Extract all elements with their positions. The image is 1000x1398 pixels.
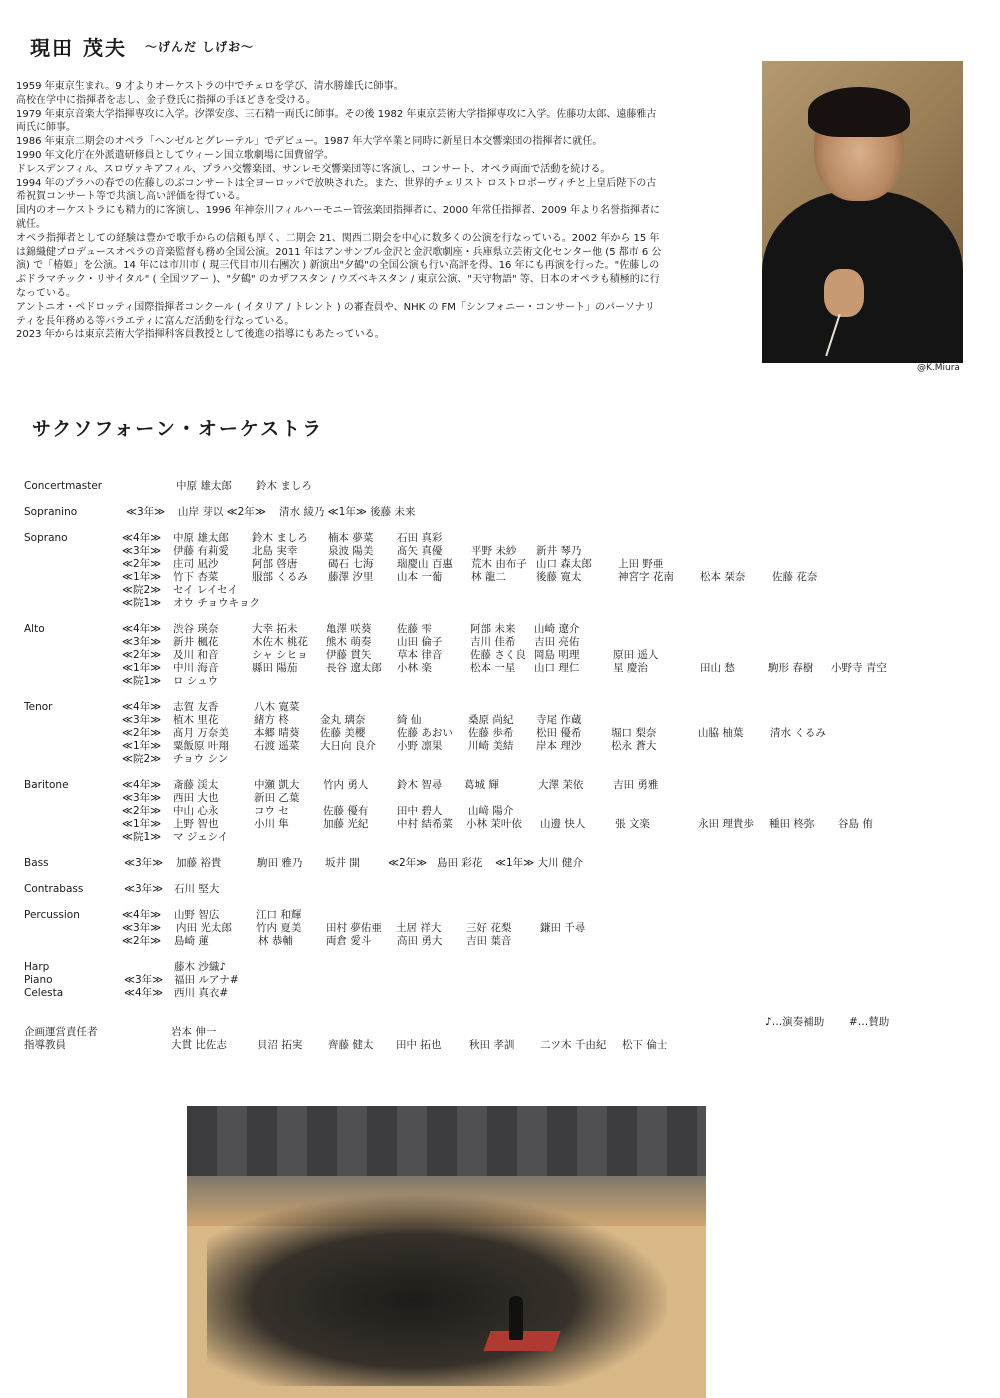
roster-entry: 松本 一星 bbox=[470, 662, 516, 674]
roster-entry: 中原 雄太郎 bbox=[176, 480, 232, 492]
roster-entry: 島崎 蓮 bbox=[174, 935, 209, 947]
roster-entry: 中村 結希菜 bbox=[397, 818, 453, 830]
roster-entry: 佐藤 歩希 bbox=[468, 727, 514, 739]
roster-entry: 佐藤 さく良 bbox=[470, 649, 526, 661]
roster-entry: ≪4年≫ bbox=[122, 779, 162, 791]
roster-entry: 谷島 侑 bbox=[838, 818, 873, 830]
roster-entry: Concertmaster bbox=[24, 480, 103, 492]
roster-entry: ≪4年≫ bbox=[124, 987, 164, 999]
roster-entry: 緒方 柊 bbox=[254, 714, 289, 726]
roster-entry: 山野 智広 bbox=[174, 909, 220, 921]
roster-entry: ≪4年≫ bbox=[122, 909, 162, 921]
roster-entry: 種田 柊弥 bbox=[769, 818, 815, 830]
bio-paragraph: 高校在学中に指揮者を志し、金子登氏に指揮の手ほどきを受ける。 bbox=[16, 94, 316, 106]
roster-entry: 田中 拓也 bbox=[396, 1039, 442, 1051]
photo-hall-wall bbox=[187, 1106, 706, 1176]
roster-entry: 大幸 拓未 bbox=[252, 623, 298, 635]
roster-entry: 西田 大也 bbox=[173, 792, 219, 804]
roster-entry: ≪2年≫ bbox=[122, 727, 162, 739]
roster-entry: ≪2年≫ bbox=[122, 935, 162, 947]
roster-entry: 大貫 比佐志 bbox=[171, 1039, 227, 1051]
bio-paragraph: 1986 年東京二期会のオペラ「ヘンゼルとグレーテル」でデビュー。1987 年大学卒業と同時に新星日本交響楽団の指揮者に就任。 bbox=[16, 136, 603, 148]
legend bbox=[765, 1014, 889, 1029]
roster-entry: 佐藤 雫 bbox=[397, 623, 432, 635]
roster-entry: 荒木 由布子 bbox=[471, 558, 527, 570]
roster-entry: ≪4年≫ bbox=[122, 623, 162, 635]
roster-entry: 岩本 伸一 bbox=[171, 1026, 217, 1038]
roster-entry: 小野 凛果 bbox=[397, 740, 443, 752]
roster-entry: 中山 心永 bbox=[173, 805, 219, 817]
bio-paragraph: アントニオ・ペドロッティ国際指揮者コンクール ( イタリア / トレント ) の審査員や、NHK の FM「シンフォニー・コンサート」のパーソナリティを長年務める等バラエティに富んだ活動を行なっている。 bbox=[16, 301, 655, 327]
roster-entry: チョウ シン bbox=[173, 753, 229, 765]
roster-entry: 三好 花梨 bbox=[466, 922, 512, 934]
roster-entry: Celesta bbox=[24, 987, 64, 999]
roster-entry: Baritone bbox=[24, 779, 69, 791]
roster-entry: 新田 乙葉 bbox=[254, 792, 300, 804]
roster-entry: 草本 律音 bbox=[397, 649, 443, 661]
roster-entry: 熊木 萌奏 bbox=[326, 636, 372, 648]
roster-entry: 鈴木 ましろ bbox=[252, 532, 308, 544]
roster-entry: 秋田 孝訓 bbox=[469, 1039, 515, 1051]
roster-entry: Harp bbox=[24, 961, 50, 973]
roster-entry: 竹内 勇人 bbox=[323, 779, 369, 791]
roster-entry: 星 慶治 bbox=[613, 662, 648, 674]
roster-entry: 桑原 尚紀 bbox=[468, 714, 514, 726]
roster-entry: 指導教員 bbox=[24, 1039, 66, 1051]
roster-entry: 縣田 陽茄 bbox=[252, 662, 298, 674]
legend-sponsor: #…賛助 bbox=[848, 1016, 890, 1028]
roster-entry: 山岸 芽以 ≪2年≫ bbox=[178, 506, 266, 518]
roster-entry: 本郷 晴葵 bbox=[254, 727, 300, 739]
roster-entry: 木佐木 桃花 bbox=[252, 636, 308, 648]
roster-entry: ≪1年≫ bbox=[122, 818, 162, 830]
roster-entry: ≪院1≫ bbox=[122, 597, 162, 609]
roster-entry: 鈴木 ましろ bbox=[256, 480, 312, 492]
roster-entry: 小林 楽 bbox=[397, 662, 432, 674]
roster-entry: 長谷 遼太郎 bbox=[326, 662, 382, 674]
roster-entry: 福田 ルアナ# bbox=[174, 974, 239, 986]
roster-entry: ≪3年≫ bbox=[124, 974, 164, 986]
roster-entry: 渋谷 瑛奈 bbox=[173, 623, 219, 635]
roster-entry: 上田 野亜 bbox=[618, 558, 664, 570]
roster-entry: 清水 くるみ bbox=[770, 727, 826, 739]
roster-entry: 吉田 亮佑 bbox=[534, 636, 580, 648]
roster-entry: コウ セ bbox=[254, 805, 289, 817]
roster-entry: ≪4年≫ bbox=[122, 701, 162, 713]
roster-entry: 坂井 開 bbox=[325, 857, 360, 869]
roster-entry: 土居 祥大 bbox=[396, 922, 442, 934]
roster-entry: 松田 優希 bbox=[536, 727, 582, 739]
roster-entry: ≪2年≫ bbox=[122, 805, 162, 817]
roster-entry: 伊藤 有莉愛 bbox=[173, 545, 229, 557]
roster-entry: ≪1年≫ 大川 健介 bbox=[495, 857, 583, 869]
roster-entry: 亀澤 咲葵 bbox=[326, 623, 372, 635]
roster-entry: 齊藤 健太 bbox=[328, 1039, 374, 1051]
roster-entry: 山邊 快人 bbox=[540, 818, 586, 830]
roster-entry: 庄司 凪沙 bbox=[173, 558, 219, 570]
roster-entry: 石渡 遥菜 bbox=[254, 740, 300, 752]
roster-entry: 堀口 梨奈 bbox=[611, 727, 657, 739]
roster-entry: 佐藤 優有 bbox=[323, 805, 369, 817]
roster-entry: 吉田 勇雅 bbox=[613, 779, 659, 791]
roster-entry: 竹下 杏菜 bbox=[173, 571, 219, 583]
roster-entry: 新井 琴乃 bbox=[536, 545, 582, 557]
roster-entry: 駒形 春樹 bbox=[768, 662, 814, 674]
roster-entry: 山﨑 陽介 bbox=[468, 805, 514, 817]
conductor-name-reading: 〜げんだ しげお〜 bbox=[145, 40, 255, 54]
roster-entry: 吉川 佳希 bbox=[470, 636, 516, 648]
roster-entry: ≪院2≫ bbox=[122, 584, 162, 596]
roster-entry: 及川 和音 bbox=[173, 649, 219, 661]
roster-entry: 藤木 沙織♪ bbox=[174, 961, 227, 973]
roster-entry: 山本 一葡 bbox=[397, 571, 443, 583]
roster-entry: 駒田 雅乃 bbox=[257, 857, 303, 869]
roster-entry: 岡島 明理 bbox=[534, 649, 580, 661]
photo-musicians bbox=[207, 1196, 667, 1386]
photo-conductor bbox=[509, 1296, 523, 1340]
legend-support: ♪…演奏補助 bbox=[765, 1016, 825, 1028]
roster-entry: ≪4年≫ bbox=[122, 532, 162, 544]
roster-entry: ≪3年≫ bbox=[122, 714, 162, 726]
roster-entry: ≪3年≫ bbox=[126, 506, 166, 518]
roster-entry: 松永 蒼大 bbox=[611, 740, 657, 752]
roster-entry: 加藤 裕貴 bbox=[176, 857, 222, 869]
roster-entry: 山崎 遼介 bbox=[534, 623, 580, 635]
roster-entry: 中瀬 凱大 bbox=[254, 779, 300, 791]
roster-entry: 林 恭輔 bbox=[258, 935, 293, 947]
roster-entry: 中川 海音 bbox=[173, 662, 219, 674]
roster-entry: 企画運営責任者 bbox=[24, 1026, 98, 1038]
roster-entry: Tenor bbox=[24, 701, 53, 713]
roster-entry: 西川 真衣# bbox=[174, 987, 229, 999]
roster-entry: ≪3年≫ bbox=[122, 545, 162, 557]
roster-entry: 田山 愁 bbox=[700, 662, 735, 674]
roster-entry: 鎌田 千尋 bbox=[540, 922, 586, 934]
roster-entry: 田中 碧人 bbox=[397, 805, 443, 817]
roster-entry: 山口 理仁 bbox=[534, 662, 580, 674]
roster-entry: 北島 実幸 bbox=[252, 545, 298, 557]
roster-entry: マ ジェシイ bbox=[173, 831, 229, 843]
roster-entry: 清水 綾乃 ≪1年≫ 後藤 未来 bbox=[279, 506, 416, 518]
roster-entry: 阿部 啓唐 bbox=[252, 558, 298, 570]
roster-entry: 葛城 輝 bbox=[464, 779, 499, 791]
roster-entry: 鈴木 智尋 bbox=[397, 779, 443, 791]
roster-entry: 寺尾 作蔵 bbox=[536, 714, 582, 726]
roster-entry: 林 龍二 bbox=[471, 571, 506, 583]
bio-paragraph: 1990 年文化庁在外派遣研修員としてウィーン国立歌劇場に国費留学。 bbox=[16, 149, 334, 161]
roster-entry: ≪3年≫ bbox=[124, 883, 164, 895]
roster-entry: 石田 真彩 bbox=[397, 532, 443, 544]
roster-entry: 斎藤 渓太 bbox=[173, 779, 219, 791]
orchestra-photo bbox=[187, 1106, 706, 1398]
roster-entry: Soprano bbox=[24, 532, 68, 544]
photo-credit: @K.Miura bbox=[917, 363, 960, 373]
roster-entry: 綺 仙 bbox=[397, 714, 422, 726]
bio-paragraph: 1959 年東京生まれ。9 才よりオーケストラの中でチェロを学び、清水勝雄氏に師事。 bbox=[16, 81, 404, 92]
roster-entry: Bass bbox=[24, 857, 49, 869]
roster-entry: 両倉 愛斗 bbox=[326, 935, 372, 947]
roster-entry: 永田 理貴歩 bbox=[698, 818, 754, 830]
roster-entry: ≪2年≫ bbox=[388, 857, 428, 869]
roster-entry: 植木 里花 bbox=[173, 714, 219, 726]
roster-entry: 山田 倫子 bbox=[397, 636, 443, 648]
roster-entry: ロ シュウ bbox=[173, 675, 219, 687]
roster-entry: セイ レイセイ bbox=[173, 584, 238, 596]
roster-entry: 服部 くるみ bbox=[252, 571, 308, 583]
roster-entry: 上野 智也 bbox=[173, 818, 219, 830]
roster-entry: 島田 彩花 bbox=[437, 857, 483, 869]
roster-entry: 山脇 柚葉 bbox=[698, 727, 744, 739]
roster-entry: 大日向 良介 bbox=[320, 740, 376, 752]
roster-entry: 金丸 璃奈 bbox=[320, 714, 366, 726]
roster-entry: ≪2年≫ bbox=[122, 558, 162, 570]
roster-entry: Sopranino bbox=[24, 506, 78, 518]
roster-entry: シャ シヒョ bbox=[252, 649, 308, 661]
bio-paragraph: ドレスデンフィル、スロヴァキアフィル、プラハ交響楽団、サンレモ交響楽団等に客演し、コンサート、オペラ両面で活動を続ける。 bbox=[16, 163, 611, 175]
roster-entry: 内田 光太郎 bbox=[176, 922, 232, 934]
roster-entry: 佐藤 美櫻 bbox=[320, 727, 366, 739]
conductor-name: 現田 茂夫 bbox=[30, 36, 127, 60]
bio-paragraph: オペラ指揮者としての経験は豊かで歌手からの信頼も厚く、二期会 21、関西二期会を中心に数多くの公演を行なっている。2002 年から 15 年は錦織健プロデュースオペラの音楽監督も務め全国公演。2011 年はアンサンブル金沢と金沢歌劇座・兵庫県立芸術文化センター他 (5 都市 6 公演) で「椿姫」を公演。14 年には市川市 ( 現三代目市川右團次 ) 新演出"夕鶴"の全国公演も行い高評を得、16 年にも再演を行った。"佐藤しのぶドラマチック・リサイタル" ( 全国ツアー )、"夕鶴" のカザフスタン / ウズベキスタン / 東京公演、"天守物語" 等、日本のオペラも積極的に行なっている。 bbox=[16, 232, 662, 299]
roster-entry: Percussion bbox=[24, 909, 80, 921]
bio-paragraph: 1994 年のプラハの春での佐藤しのぶコンサートは全ヨーロッパで放映された。また、世界的チェリスト ロストロポーヴィチと上皇后陛下の古希祝賀コンサート等で共演し高い評価を得ている。 bbox=[16, 177, 657, 203]
roster-entry: 八木 寛菜 bbox=[254, 701, 300, 713]
roster-entry: 平野 未紗 bbox=[471, 545, 517, 557]
roster-entry: 張 文楽 bbox=[615, 818, 650, 830]
roster-entry: 伊藤 貫矢 bbox=[326, 649, 372, 661]
roster-entry: ≪3年≫ bbox=[124, 857, 164, 869]
bio-paragraph: 1979 年東京音楽大学指揮専攻に入学。汐澤安彦、三石精一両氏に師事。その後 1982 年東京芸術大学指揮専攻に入学。佐藤功太郎、遠藤雅古両氏に師事。 bbox=[16, 108, 657, 134]
roster-entry: 山口 森太郎 bbox=[536, 558, 592, 570]
section-title: サクソフォーン・オーケストラ bbox=[32, 418, 324, 440]
roster-entry: 佐藤 花奈 bbox=[772, 571, 818, 583]
roster-entry: 岸本 理沙 bbox=[536, 740, 582, 752]
roster-entry: 大澤 茉依 bbox=[538, 779, 584, 791]
roster-entry: ≪院1≫ bbox=[122, 831, 162, 843]
roster-entry: 小川 隼 bbox=[254, 818, 289, 830]
roster-entry: 藤澤 汐里 bbox=[328, 571, 374, 583]
roster-entry: 田村 夢佑亜 bbox=[326, 922, 382, 934]
roster-entry: 楠本 夢菜 bbox=[328, 532, 374, 544]
roster-entry: オウ チョウキョク bbox=[173, 597, 261, 609]
roster-entry: 髙矢 真優 bbox=[397, 545, 443, 557]
roster-entry: 川崎 美結 bbox=[468, 740, 514, 752]
roster-entry: ≪1年≫ bbox=[122, 571, 162, 583]
roster-entry: 髙月 万奈美 bbox=[173, 727, 229, 739]
roster-entry: 加藤 光紀 bbox=[323, 818, 369, 830]
roster-entry: 佐藤 あおい bbox=[397, 727, 453, 739]
roster-entry: 吉田 葉音 bbox=[466, 935, 512, 947]
bio-paragraph: 国内のオーケストラにも精力的に客演し、1996 年神奈川フィルハーモニー管弦楽団指揮者に、2000 年常任指揮者、2009 年より名誉指揮者に就任。 bbox=[16, 205, 660, 230]
roster-entry: Contrabass bbox=[24, 883, 84, 895]
roster-entry: 中原 雄太郎 bbox=[173, 532, 229, 544]
roster-entry: 粟飯原 叶翔 bbox=[173, 740, 229, 752]
roster-entry: 石川 堅大 bbox=[174, 883, 220, 895]
roster-entry: ≪院2≫ bbox=[122, 753, 162, 765]
roster-entry: 阿部 未来 bbox=[470, 623, 516, 635]
roster-entry: 松下 倫士 bbox=[622, 1039, 668, 1051]
roster-entry: ≪1年≫ bbox=[122, 662, 162, 674]
roster-entry: 貝沼 拓実 bbox=[257, 1039, 303, 1051]
roster-entry: 竹内 夏美 bbox=[256, 922, 302, 934]
roster-entry: ≪3年≫ bbox=[122, 636, 162, 648]
roster-entry: ≪2年≫ bbox=[122, 649, 162, 661]
roster-entry: 新井 楓花 bbox=[173, 636, 219, 648]
roster-entry: Alto bbox=[24, 623, 45, 635]
roster-entry: 小林 茉叶依 bbox=[466, 818, 522, 830]
roster-entry: 小野寺 青空 bbox=[831, 662, 887, 674]
roster-entry: 松本 栞奈 bbox=[700, 571, 746, 583]
roster-entry: 後藤 寛太 bbox=[536, 571, 582, 583]
roster-entry: 志賀 友香 bbox=[173, 701, 219, 713]
roster-entry: ≪1年≫ bbox=[122, 740, 162, 752]
roster-entry: 江口 和輝 bbox=[256, 909, 302, 921]
roster-entry: 原田 遥人 bbox=[613, 649, 659, 661]
roster-entry: 碣石 七海 bbox=[328, 558, 374, 570]
roster-entry: 二ツ木 千由紀 bbox=[540, 1039, 607, 1051]
roster-entry: ≪3年≫ bbox=[122, 792, 162, 804]
roster-entry: Piano bbox=[24, 974, 53, 986]
roster-entry: ≪3年≫ bbox=[122, 922, 162, 934]
roster-entry: 泉波 陽美 bbox=[328, 545, 374, 557]
bio-paragraph: 2023 年からは東京芸術大学指揮科客員教授として後進の指導にもあたっている。 bbox=[16, 329, 385, 341]
roster-entry: 神宮字 花南 bbox=[618, 571, 674, 583]
roster-entry: ≪院1≫ bbox=[122, 675, 162, 687]
roster-entry: 瑞慶山 百惠 bbox=[397, 558, 453, 570]
roster-entry: 高田 勇大 bbox=[397, 935, 443, 947]
